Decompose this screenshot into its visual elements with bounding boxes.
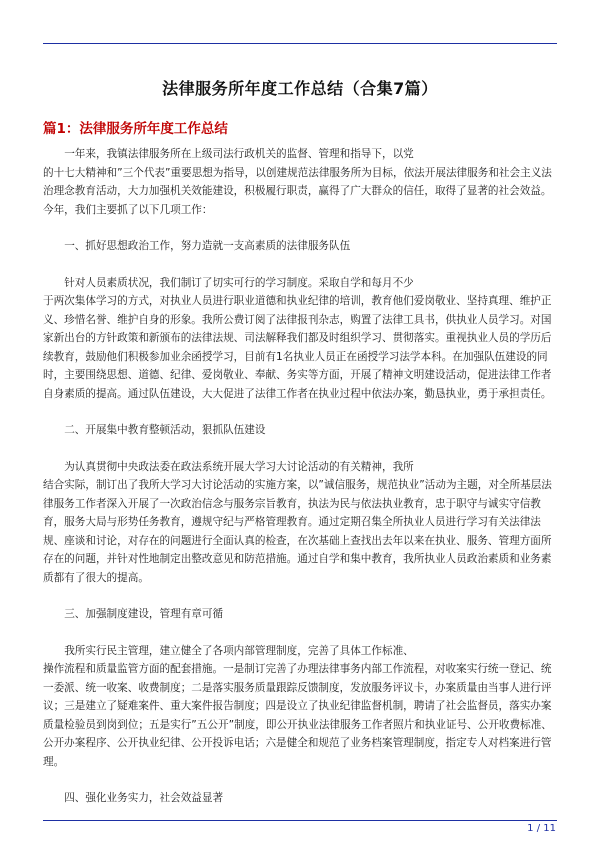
heading-4: 四、强化业务实力，社会效益显著 [64,792,224,804]
section-heading: 篇1：法律服务所年度工作总结 [43,121,228,137]
heading-1: 一、抓好思想政治工作，努力造就一支高素质的法律服务队伍 [64,240,351,252]
paragraph-3: 操作流程和质量监管方面的配套措施。一是制订完善了办理法律事务内部工作流程，对收案实行统一登记、统一委派、统一收案、收费制度；二是落实服务质量跟踪反馈制度，发放服务评议卡，办案质量由当事人进行评议；三是建立了疑难案件、重大案件报告制度；四是设立了执业纪律监督机制，聘请了社会监督员，落实办案质量检验员到岗到位；五是实行”五公开”制度，即公开执业法律服务工作者照片和执业证号、公开收费标准、公开办案程序、公开执业纪律、公开投诉电话；六是健全和规范了业务档案管理制度，指定专人对档案进行管理。 [43,663,552,768]
intro-paragraph: 的十七大精神和”三个代表”重要思想为指导，以创建规范法律服务所为目标，依法开展法律服务和社会主义法治理念教育活动，大力加强机关效能建设，积极履行职责，赢得了广大群众的信任，取得了显著的社会效益。今年，我们主要抓了以下几项工作： [43,166,552,216]
intro-paragraph-line1: 一年来，我镇法律服务所在上级司法行政机关的监督、管理和指导下，以党 [64,148,414,160]
heading-2: 二、开展集中教育整顿活动，狠抓队伍建设 [64,424,266,436]
document-body [43,145,557,808]
document-title: 法律服务所年度工作总结（合集7篇） [162,79,438,98]
paragraph-1-line1: 针对人员素质状况，我们制订了切实可行的学习制度。采取自学和每月不少 [64,276,414,289]
paragraph-2: 结合实际，制订出了我所大学习大讨论活动的实施方案，以”诚信服务，规范执业”活动为主题，对全所基层法律服务工作者深入开展了一次政治信念与服务宗旨教育，执法为民与依法执业教育，忠于职守与诚实守信教育，服务大局与形势任务教育，遵规守纪与严格管理教育。通过定期召集全所执业人员进行学习有关法律法规、座谈和讨论，对存在的问题进行全面认真的检查，在次基础上查找出去年以来在执业、服务、管理方面所存在的问题，并针对性地制定出整改意见和防范措施。通过自学和集中教育，我所执业人员政治素质和业务素质都有了很大的提高。 [43,479,552,584]
paragraph-2-line1: 为认真贯彻中央政法委在政法系统开展大学习大讨论活动的有关精神，我所 [64,460,414,473]
footer-rule [43,820,557,821]
page-number: 1 / 11 [527,823,556,834]
header-rule [43,43,557,44]
heading-3: 三、加强制度建设，管理有章可循 [64,608,224,620]
paragraph-1: 于两次集体学习的方式，对执业人员进行职业道德和执业纪律的培训，教育他们爱岗敬业、坚持真理、维护正义、珍惜名誉、维护自身的形象。我所公费订阅了法律报刊杂志，购置了法律工具书，供执业人员学习。对国家新出台的方针政策和新颁布的法律法规、司法解释我们都及时组织学习、贯彻落实。重视执业人员的学历后续教育，鼓励他们积极参加业余函授学习，目前有1名执业人员正在函授学习法学本科。在加强队伍建设的同时，主要围绕思想、道德、纪律、爱岗敬业、奉献、务实等方面，开展了精神文明建设活动，促进法律工作者自身素质的提高。通过队伍建设，大大促进了法律工作者在执业过程中依法办案，勤恳执业，勇于承担责任。 [43,295,552,400]
paragraph-3-line1: 我所实行民主管理，建立健全了各项内部管理制度，完善了具体工作标准、 [64,644,414,657]
